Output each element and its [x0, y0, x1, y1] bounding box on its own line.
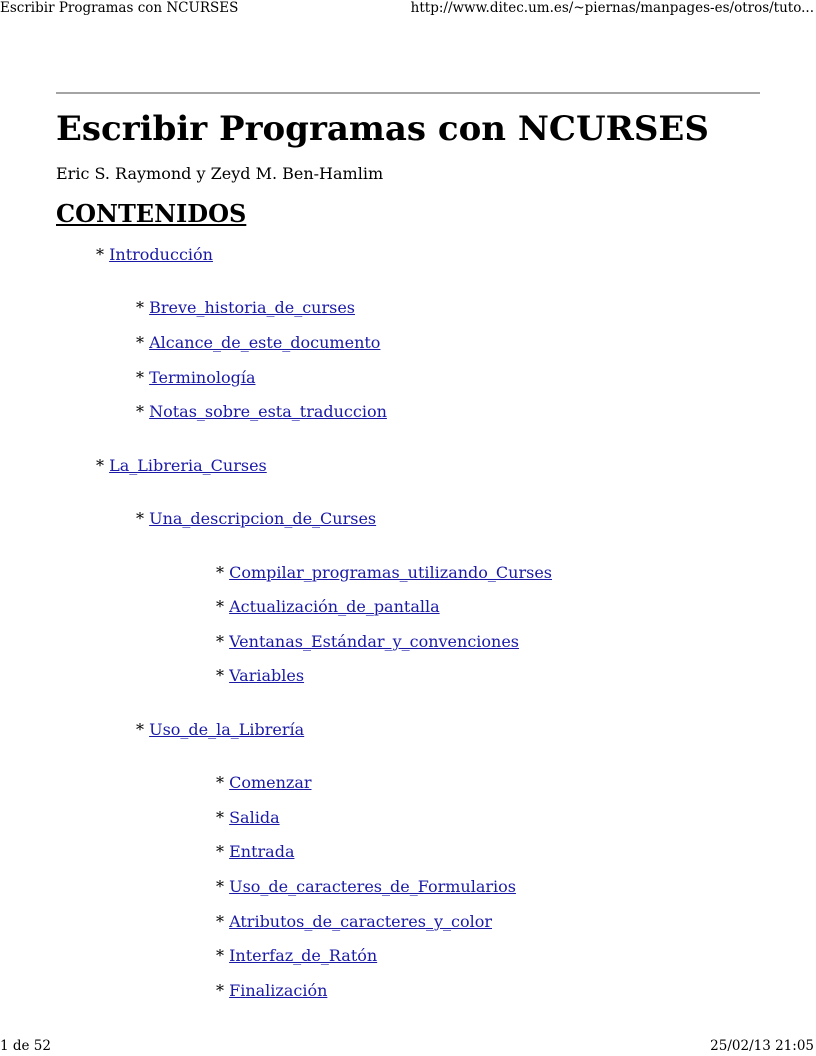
bullet: * — [136, 368, 150, 387]
toc-link-alcance[interactable]: Alcance_de_este_documento — [149, 333, 381, 352]
bullet: * — [96, 245, 110, 264]
bullet: * — [216, 842, 230, 861]
toc-item — [96, 456, 267, 476]
toc-item — [136, 368, 256, 388]
bullet: * — [136, 720, 150, 739]
bullet: * — [216, 981, 230, 1000]
toc-link-ventanas[interactable]: Ventanas_Estándar_y_convenciones — [229, 632, 520, 651]
bullet: * — [216, 808, 230, 827]
bullet: * — [216, 597, 230, 616]
toc-link-terminologia[interactable]: Terminología — [149, 368, 256, 387]
toc-link-entrada[interactable]: Entrada — [229, 842, 295, 861]
document-title: Escribir Programas con NCURSES — [56, 109, 709, 149]
toc-link-uso-libreria[interactable]: Uso_de_la_Librería — [149, 720, 305, 739]
toc-item — [136, 333, 380, 353]
toc-item — [216, 773, 312, 793]
toc-item — [216, 666, 304, 686]
toc-item — [216, 842, 294, 862]
toc-item — [216, 597, 440, 617]
toc-item — [96, 245, 213, 265]
bullet: * — [136, 333, 150, 352]
print-header-url: http://www.ditec.um.es/~piernas/manpages-es/otros/tuto... — [410, 0, 814, 16]
print-footer — [0, 1038, 816, 1056]
toc-item — [216, 563, 552, 583]
toc-link-la-libreria-curses[interactable]: La_Libreria_Curses — [109, 456, 267, 475]
toc-link-actualizacion[interactable]: Actualización_de_pantalla — [229, 597, 440, 616]
toc-item — [216, 981, 327, 1001]
toc-item — [216, 912, 492, 932]
toc-link-notas-traduccion[interactable]: Notas_sobre_esta_traduccion — [149, 402, 387, 421]
bullet: * — [216, 877, 230, 896]
bullet: * — [216, 773, 230, 792]
toc-link-una-descripcion[interactable]: Una_descripcion_de_Curses — [149, 509, 377, 528]
horizontal-rule — [56, 92, 760, 94]
toc-item — [136, 298, 355, 318]
document-authors: Eric S. Raymond y Zeyd M. Ben-Hamlim — [56, 164, 384, 183]
toc-link-atributos-color[interactable]: Atributos_de_caracteres_y_color — [229, 912, 492, 931]
toc-link-caracteres-formularios[interactable]: Uso_de_caracteres_de_Formularios — [229, 877, 516, 896]
toc-item — [136, 509, 376, 529]
toc-item — [136, 402, 387, 422]
print-datetime: 25/02/13 21:05 — [710, 1038, 814, 1054]
print-header — [0, 0, 816, 18]
bullet: * — [216, 632, 230, 651]
bullet: * — [136, 509, 150, 528]
toc-link-finalizacion[interactable]: Finalización — [229, 981, 328, 1000]
bullet: * — [136, 402, 150, 421]
bullet: * — [136, 298, 150, 317]
toc-item — [216, 632, 519, 652]
bullet: * — [96, 456, 110, 475]
toc-link-breve-historia[interactable]: Breve_historia_de_curses — [149, 298, 355, 317]
toc-heading: CONTENIDOS — [56, 199, 247, 228]
toc-link-variables[interactable]: Variables — [229, 666, 305, 685]
bullet: * — [216, 946, 230, 965]
bullet: * — [216, 912, 230, 931]
toc-link-salida[interactable]: Salida — [229, 808, 280, 827]
page-indicator: 1 de 52 — [0, 1038, 51, 1054]
toc-item — [216, 946, 377, 966]
toc-item — [216, 808, 280, 828]
toc-link-comenzar[interactable]: Comenzar — [229, 773, 312, 792]
toc-link-compilar[interactable]: Compilar_programas_utilizando_Curses — [229, 563, 552, 582]
toc-link-introduccion[interactable]: Introducción — [109, 245, 213, 264]
print-header-title: Escribir Programas con NCURSES — [0, 0, 239, 16]
bullet: * — [216, 563, 230, 582]
toc-link-interfaz-raton[interactable]: Interfaz_de_Ratón — [229, 946, 378, 965]
toc-item — [216, 877, 516, 897]
toc-item — [136, 720, 304, 740]
bullet: * — [216, 666, 230, 685]
